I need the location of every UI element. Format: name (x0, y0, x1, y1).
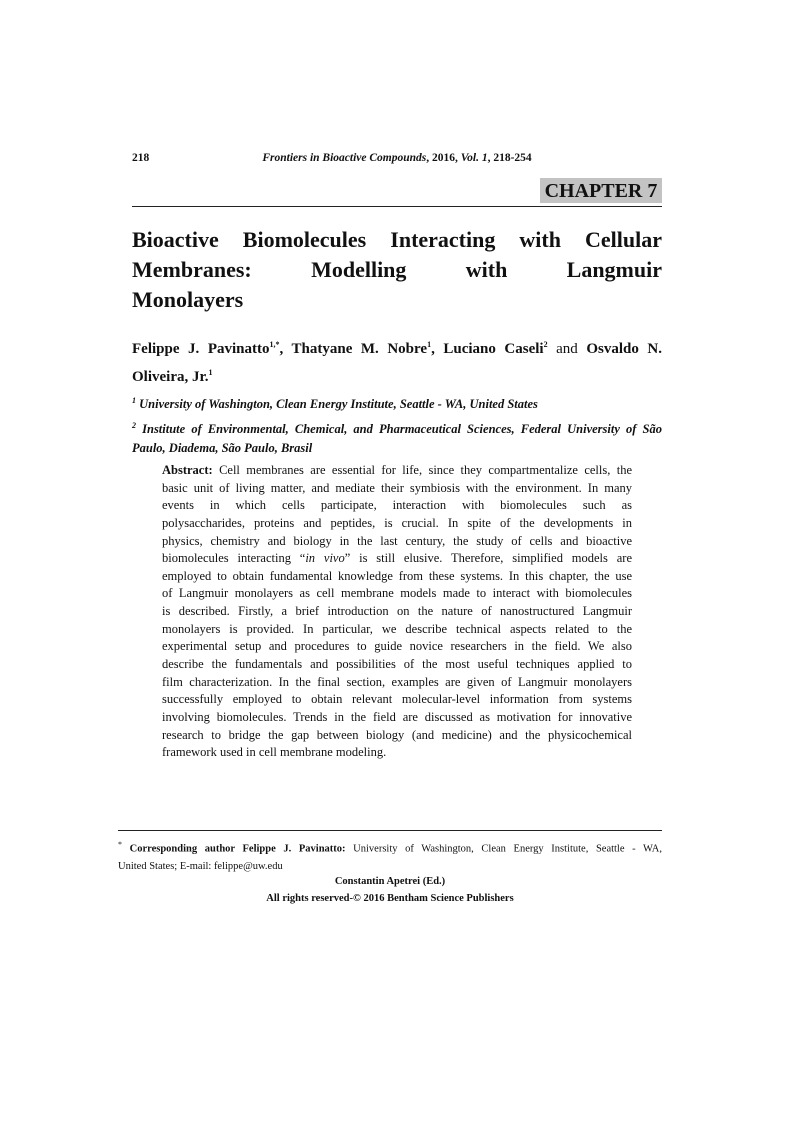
title-line: Monolayers (132, 287, 244, 312)
abstract-line: research to bridge the gap between biology (and medicine) and the physicochemical (162, 727, 632, 742)
author: Felippe J. Pavinatto (132, 341, 270, 357)
aff-text: Institute of Environmental, Chemical, and Pharmaceutical Sciences, Federal University of São (142, 422, 662, 437)
abstract-line: physics, chemistry and biology in the last century, the study of cells and bioactive (162, 533, 632, 548)
copyright: All rights reserved-© 2016 Bentham Science Publishers (266, 893, 514, 904)
title-line: Membranes: Modelling with Langmuir (132, 257, 662, 282)
abstract-line: successfully employed to obtain relevant molecular-level information from systems (162, 692, 632, 707)
author: , Luciano Caseli (431, 341, 544, 357)
abstract-line: events in which cells participate, interaction with biomolecules such as (162, 498, 632, 513)
aff-sup: 2 (132, 421, 136, 431)
journal-name: Frontiers in Bioactive Compounds (262, 152, 427, 164)
abstract-line: polysaccharides, proteins and peptides, is crucial. In spite of the developments in (162, 515, 632, 530)
footnote (118, 836, 662, 875)
footnote-sup: * (118, 840, 122, 849)
abstract-line: employed to obtain fundamental knowledge from these systems. In this chapter, the use (162, 568, 632, 583)
author-sup: 1 (208, 368, 213, 377)
abstract-line: monolayers is provided. In particular, we describe technical aspects related to the (162, 621, 632, 636)
journal-year: , 2016, (426, 152, 461, 164)
header-rule (132, 206, 662, 207)
abstract-line: describe the fundamentals and possibilities of the most useful techniques applied to (162, 657, 632, 672)
footnote-text: University of Washington, Clean Energy Institute, Seattle - WA, (353, 843, 663, 855)
abstract-text: ” is still elusive. Therefore, simplified models are (344, 551, 632, 566)
running-header (132, 152, 662, 164)
affiliation (132, 416, 662, 439)
author: Osvaldo N. (586, 341, 662, 357)
author: Oliveira, Jr. (132, 369, 209, 385)
author-sup: 1,* (269, 340, 280, 349)
abstract-line: involving biomolecules. Trends in the field are discussed as motivation for innovative (162, 709, 632, 724)
author: , Thatyane M. Nobre (279, 341, 428, 357)
authors-line (132, 333, 662, 361)
abstract-text: Cell membranes are essential for life, since they compartmentalize cells, the (219, 463, 633, 477)
abstract-line (162, 550, 632, 568)
editor: Constantin Apetrei (Ed.) (334, 876, 446, 887)
journal-pages: , 218-254 (487, 152, 532, 164)
and-text: and (547, 341, 587, 357)
abstract-line: of Langmuir monolayers as cell membrane models made to interact with biomolecules (162, 586, 632, 601)
footnote-line (118, 836, 662, 858)
abstract-line: framework used in cell membrane modeling. (162, 745, 387, 760)
abstract-italic: in vivo (305, 551, 345, 566)
author-sup: 2 (543, 340, 548, 349)
chapter-title (132, 225, 662, 315)
aff-text: University of Washington, Clean Energy Institute, Seattle - WA, United States (139, 397, 538, 412)
chapter-label: CHAPTER 7 (540, 178, 662, 203)
authors-line (132, 361, 662, 389)
authors (132, 333, 662, 458)
abstract-line: basic unit of living matter, and mediate their symbiosis with the environment. In many (162, 480, 632, 495)
abstract-text: biomolecules interacting “ (162, 551, 306, 566)
abstract-line: is described. Firstly, a brief introduction on the nature of nanostructured Langmuir (162, 604, 632, 619)
footnote-label: Corresponding author Felippe J. Pavinatto: (129, 843, 346, 855)
abstract-line: film characterization. In the final section, examples are given of Langmuir monolayers (162, 674, 632, 689)
abstract-label: Abstract: (162, 463, 213, 477)
abstract (162, 462, 632, 762)
abstract-line (162, 462, 632, 480)
affiliation (132, 391, 662, 414)
aff-sup: 1 (132, 396, 136, 405)
author-sup: 1 (427, 340, 432, 349)
footnote-line: United States; E-mail: felippe@uw.edu (118, 860, 283, 872)
journal-volume: Vol. 1 (460, 152, 488, 164)
affiliation-cont: Paulo, Diadema, São Paulo, Brasil (132, 441, 313, 456)
title-line: Bioactive Biomolecules Interacting with Cellular (132, 227, 662, 252)
abstract-line: experimental setup and procedures to guide novice researchers in the field. We also (162, 639, 632, 654)
page-number: 218 (132, 152, 150, 164)
footnote-rule (118, 830, 662, 831)
